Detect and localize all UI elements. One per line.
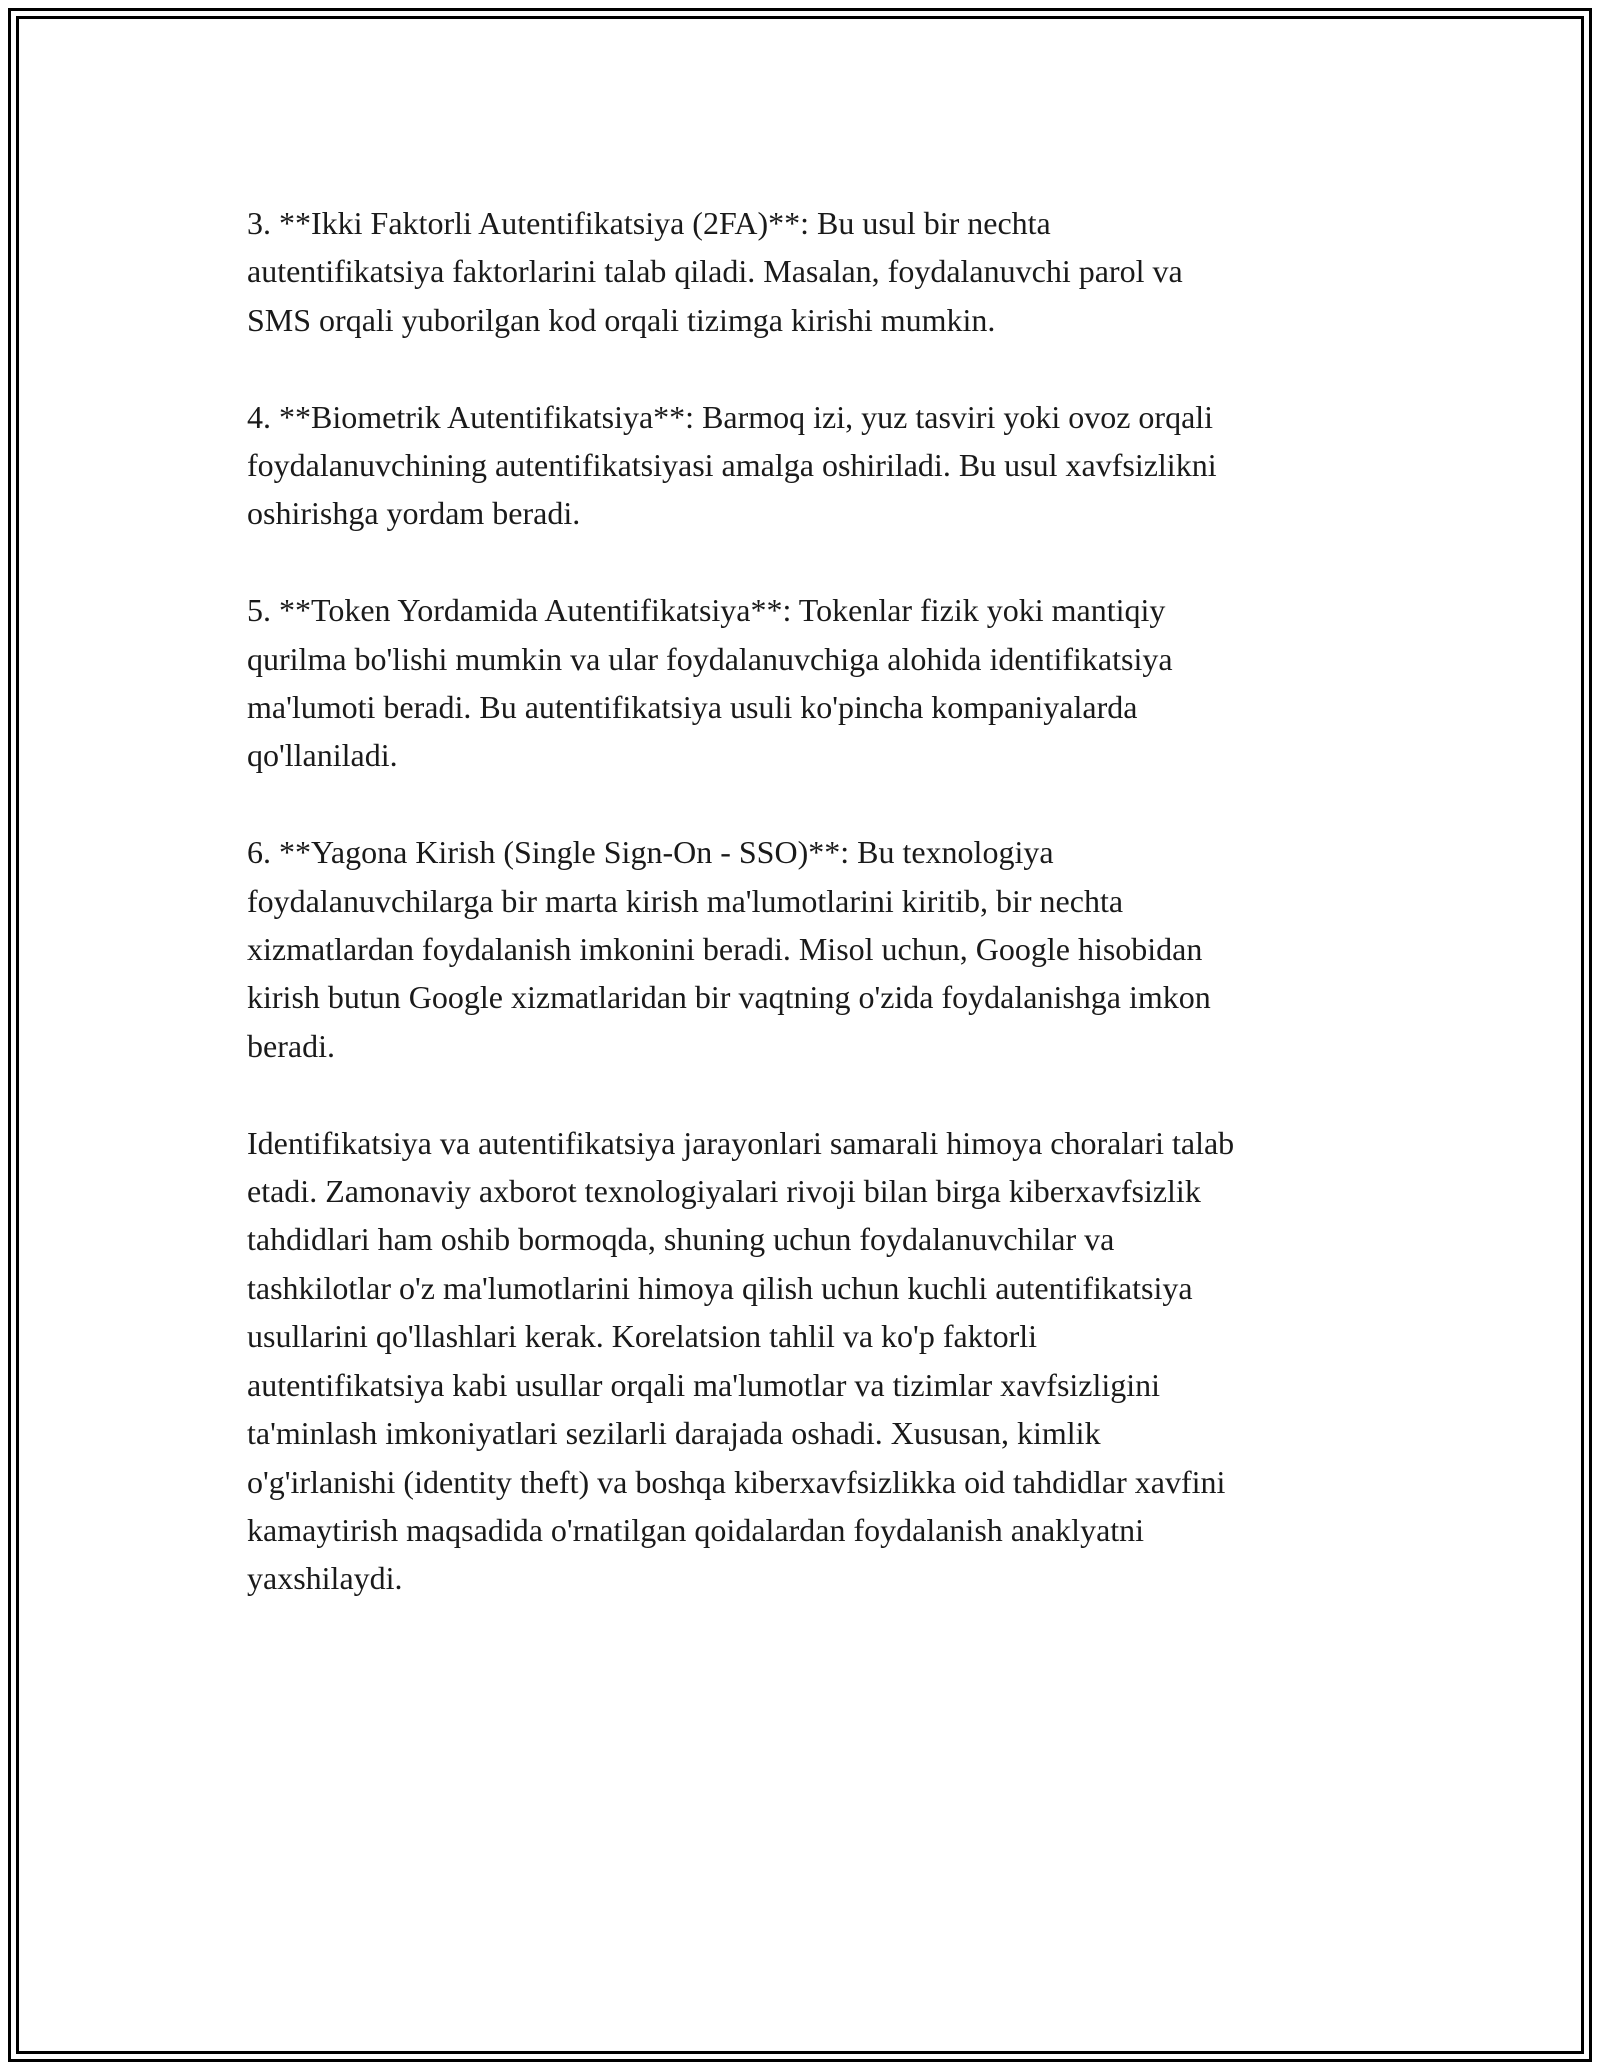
paragraph-biometric: 4. **Biometrik Autentifikatsiya**: Barmoq izi, yuz tasviri yoki ovoz orqali foydalanuvchining autentifikatsiyasi amalga oshiriladi. Bu usul xavfsizlikni oshirishga yordam beradi. — [247, 398, 1217, 532]
paragraph-conclusion: Identifikatsiya va autentifikatsiya jarayonlari samarali himoya choralari talab etadi. Zamonaviy axborot texnologiyalari rivoji bilan birga kiberxavfsizlik tahdidlari ham oshib bormoqda, shuning uchun foydalanuvchilar va tashkilotlar o'z ma'lumotlarini himoya qilish uchun kuchli autentifikatsiya usullarini qo'llashlari kerak. Korelatsion tahlil va ko'p faktorli autentifikatsiya kabi usullar orqali ma'lumotlar va tizimlar xavfsizligini ta'minlash imkoniyatlari sezilarli darajada oshadi. Xususan, kimlik o'g'irlanishi (identity theft) va boshqa kiberxavfsizlikka oid tahdidlar xavfini kamaytirish maqsadida o'rnatilgan qoidalardan foydalanish anaklyatni yaxshilaydi. — [247, 1124, 1235, 1597]
paragraph-token: 5. **Token Yordamida Autentifikatsiya**: Tokenlar fizik yoki mantiqiy qurilma bo'lishi mumkin va ular foydalanuvchiga alohida identifikatsiya ma'lumoti beradi. Bu autentifikatsiya usuli ko'pincha kompaniyalarda qo'llaniladi. — [247, 592, 1173, 774]
document-body — [247, 199, 1387, 1651]
paragraph-2fa: 3. **Ikki Faktorli Autentifikatsiya (2FA)**: Bu usul bir nechta autentifikatsiya faktorlarini talab qiladi. Masalan, foydalanuvchi parol va SMS orqali yuborilgan kod orqali tizimga kirishi mumkin. — [247, 205, 1183, 338]
document-page — [8, 8, 1592, 2062]
paragraph-sso: 6. **Yagona Kirish (Single Sign-On - SSO)**: Bu texnologiya foydalanuvchilarga bir marta kirish ma'lumotlarini kiritib, bir nechta xizmatlardan foydalanish imkonini beradi. Misol uchun, Google hisobidan kirish butun Google xizmatlaridan bir vaqtning o'zida foydalanishga imkon beradi. — [247, 834, 1211, 1064]
